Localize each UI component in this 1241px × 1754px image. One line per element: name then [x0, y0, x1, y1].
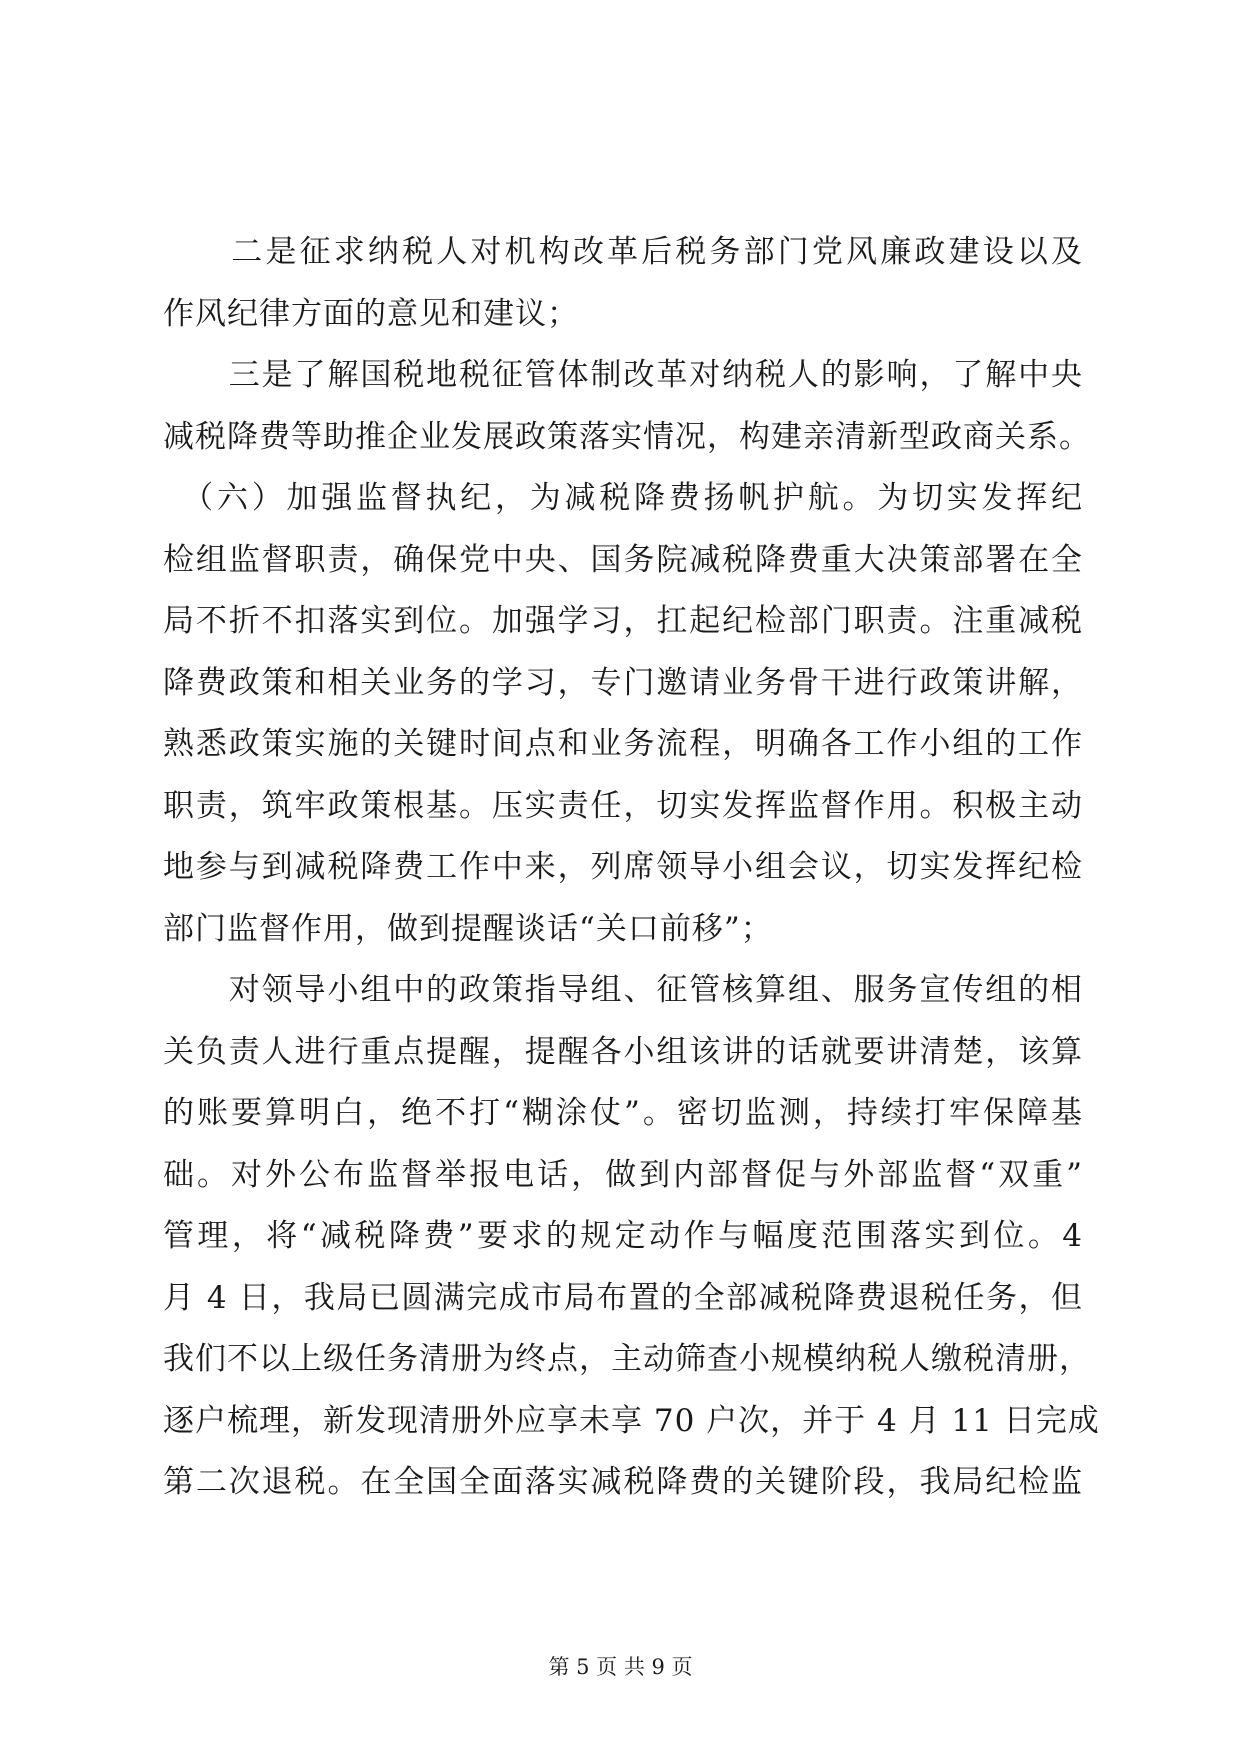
text-line: 二是征求纳税人对机构改革后税务部门党风廉政建设以及 — [163, 234, 1083, 270]
text-line: 局不折不扣落实到位。加强学习，扛起纪检部门职责。注重减税 — [163, 603, 1083, 639]
text-line: 熟悉政策实施的关键时间点和业务流程，明确各工作小组的工作 — [163, 726, 1083, 762]
text-line: 地参与到减税降费工作中来，列席领导小组会议，切实发挥纪检 — [163, 849, 1083, 885]
text-line: 我们不以上级任务清册为终点，主动筛查小规模纳税人缴税清册， — [163, 1341, 1091, 1377]
text-line: 的账要算明白，绝不打“糊涂仗”。密切监测，持续打牢保障基 — [163, 1095, 1083, 1131]
text-line: 管理，将“减税降费”要求的规定动作与幅度范围落实到位。4 — [163, 1218, 1083, 1254]
text-line: 关负责人进行重点提醒，提醒各小组该讲的话就要讲清楚，该算 — [163, 1033, 1083, 1070]
text-line: 础。对外公布监督举报电话，做到内部督促与外部监督“双重” — [163, 1156, 1083, 1193]
text-line: 第二次退税。在全国全面落实减税降费的关键阶段，我局纪检监 — [163, 1464, 1083, 1500]
text-line: 对领导小组中的政策指导组、征管核算组、服务宣传组的相 — [163, 972, 1083, 1008]
page-number-footer: 第 5 页 共 9 页 — [548, 1655, 693, 1679]
text-line: 职责，筑牢政策根基。压实责任，切实发挥监督作用。积极主动 — [163, 787, 1083, 824]
text-line: 作风纪律方面的意见和建议； — [163, 295, 579, 332]
text-line: 月 4 日，我局已圆满完成市局布置的全部减税降费退税任务，但 — [163, 1279, 1083, 1316]
body-text — [163, 222, 1100, 1514]
text-line: （六）加强监督执纪，为减税降费扬帆护航。为切实发挥纪 — [163, 480, 1083, 516]
text-line: 检组监督职责，确保党中央、国务院减税降费重大决策部署在全 — [163, 541, 1083, 578]
text-line: 降费政策和相关业务的学习，专门邀请业务骨干进行政策讲解， — [163, 664, 1083, 701]
text-line: 逐户梳理，新发现清册外应享未享 70 户次，并于 4 月 11 日完成 — [163, 1402, 1100, 1439]
text-line: 三是了解国税地税征管体制改革对纳税人的影响，了解中央 — [163, 357, 1083, 393]
text-line: 减税降费等助推企业发展政策落实情况，构建亲清新型政商关系。 — [163, 418, 1091, 455]
text-line: 部门监督作用，做到提醒谈话“关口前移”； — [163, 910, 773, 947]
